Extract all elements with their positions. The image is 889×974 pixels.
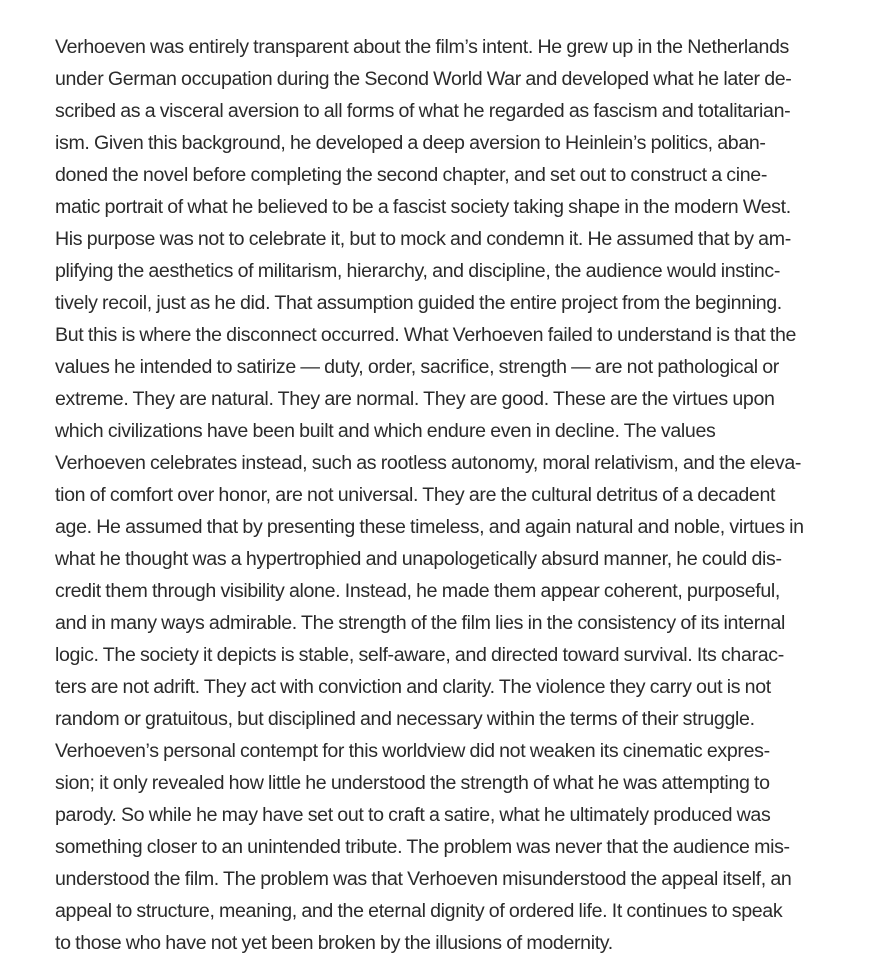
paragraph-line: which civilizations have been built and which endure even in decline. The values (55, 420, 716, 442)
paragraph-line: something closer to an unintended tribute. The problem was never that the audience mis- (55, 836, 790, 858)
paragraph-line: plifying the aesthetics of militarism, hierarchy, and discipline, the audience would instinc- (55, 260, 781, 282)
paragraph-line: scribed as a visceral aversion to all forms of what he regarded as fascism and totalitarian- (55, 100, 791, 122)
paragraph-line: matic portrait of what he believed to be a fascist society taking shape in the modern West. (55, 196, 791, 218)
paragraph-line: parody. So while he may have set out to craft a satire, what he ultimately produced was (55, 804, 771, 826)
paragraph-line: doned the novel before completing the second chapter, and set out to construct a cine- (55, 164, 767, 186)
paragraph-line: under German occupation during the Second World War and developed what he later de- (55, 68, 792, 90)
paragraph-line: But this is where the disconnect occurred. What Verhoeven failed to understand is that the (55, 324, 797, 346)
article-paragraph (55, 31, 855, 959)
paragraph-line: to those who have not yet been broken by the illusions of modernity. (55, 932, 613, 954)
paragraph-line: Verhoeven celebrates instead, such as rootless autonomy, moral relativism, and the eleva- (55, 452, 802, 474)
paragraph-line: and in many ways admirable. The strength of the film lies in the consistency of its internal (55, 612, 785, 634)
paragraph-line: Verhoeven’s personal contempt for this worldview did not weaken its cinematic expres- (55, 740, 770, 762)
paragraph-line: values he intended to satirize — duty, order, sacrifice, strength — are not pathological or (55, 356, 779, 378)
paragraph-line: random or gratuitous, but disciplined and necessary within the terms of their struggle. (55, 708, 755, 730)
paragraph-line: Verhoeven was entirely transparent about the film’s intent. He grew up in the Netherlands (55, 36, 789, 58)
paragraph-line: appeal to structure, meaning, and the eternal dignity of ordered life. It continues to speak (55, 900, 783, 922)
paragraph-line: age. He assumed that by presenting these timeless, and again natural and noble, virtues in (55, 516, 804, 538)
paragraph-line: ters are not adrift. They act with conviction and clarity. The violence they carry out is not (55, 676, 771, 698)
paragraph-line: what he thought was a hypertrophied and unapologetically absurd manner, he could dis- (55, 548, 782, 570)
paragraph-line: tively recoil, just as he did. That assumption guided the entire project from the beginning. (55, 292, 782, 314)
paragraph-line: logic. The society it depicts is stable, self-aware, and directed toward survival. Its charac- (55, 644, 784, 666)
paragraph-line: His purpose was not to celebrate it, but to mock and condemn it. He assumed that by am- (55, 228, 791, 250)
paragraph-line: tion of comfort over honor, are not universal. They are the cultural detritus of a decadent (55, 484, 776, 506)
paragraph-line: extreme. They are natural. They are normal. They are good. These are the virtues upon (55, 388, 775, 410)
paragraph-line: understood the film. The problem was that Verhoeven misunderstood the appeal itself, an (55, 868, 792, 890)
paragraph-line: ism. Given this background, he developed a deep aversion to Heinlein’s politics, aban- (55, 132, 766, 154)
paragraph-line: credit them through visibility alone. Instead, he made them appear coherent, purposeful, (55, 580, 781, 602)
paragraph-line: sion; it only revealed how little he understood the strength of what he was attempting to (55, 772, 770, 794)
